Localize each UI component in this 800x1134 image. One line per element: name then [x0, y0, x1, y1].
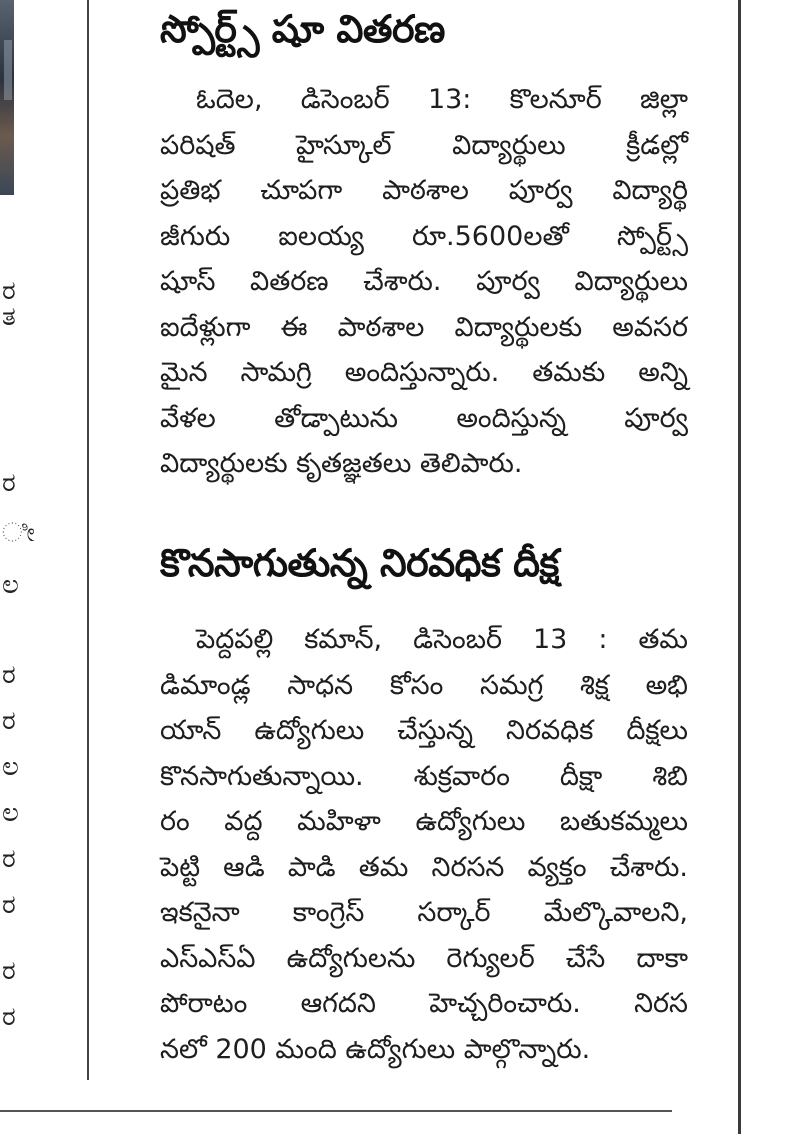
article-line: షూస్ వితరణ చేశారు. పూర్వ విద్యార్థులు: [160, 266, 688, 297]
adjacent-column-text: ಲ: [2, 752, 19, 782]
adjacent-column-text: ರ: [2, 276, 16, 306]
article-body: [160, 617, 688, 1072]
article-line: జీగురు ఐలయ్య రూ.5600లతో స్పోర్ట్స్: [160, 220, 688, 252]
bottom-divider: [0, 1110, 672, 1112]
article-line: రం వద్ద మహిళా ఉద్యోగులు బతుకమ్మలు: [160, 806, 688, 837]
article-line: నలో 200 మంది ఉద్యోగులు పాల్గొన్నారు.: [160, 1033, 591, 1065]
column-divider: [87, 0, 89, 1080]
adjacent-column-text: ಲ: [2, 570, 19, 600]
adjacent-column-text: ೀ: [2, 518, 35, 548]
article-line: యాన్ ఉద్యోగులు చేస్తున్న నిరవధిక దీక్షలు: [160, 715, 688, 746]
right-border-rule: [738, 0, 741, 1134]
article-line: కొనసాగుతున్నాయి. శుక్రవారం దీక్షా శిబి: [160, 760, 688, 792]
article-line: ప్రతిభ చూపగా పాఠశాల పూర్వ విద్యార్థి: [160, 175, 688, 206]
adjacent-column-text: ರ: [2, 468, 16, 498]
article-headline: కొనసాగుతున్న నిరవధిక దీక్ష: [160, 541, 559, 585]
adjacent-column-text: ರ: [2, 660, 16, 690]
article-line: పోరాటం ఆగదని హెచ్చరించారు. నిరస: [160, 988, 688, 1019]
adjacent-column-text: ಲ: [2, 798, 19, 828]
article-line: పెట్టి ఆడి పాడి తమ నిరసన వ్యక్తం చేశారు.: [160, 851, 688, 883]
adjacent-column-text: ರ: [2, 890, 16, 920]
adjacent-column-text: ರ: [2, 1002, 16, 1032]
article-line: ఇకనైనా కాంగ్రెస్ సర్కార్ మేల్కొవాలని,: [160, 897, 688, 928]
adjacent-column-text: ರ: [2, 956, 16, 986]
article-headline: స్పోర్ట్స్ షూ వితరణ: [160, 7, 445, 51]
article-line: ఎస్ఎస్ఏ ఉద్యోగులను రెగ్యులర్ చేసే దాకా: [160, 942, 688, 974]
adjacent-photo-fragment: [0, 0, 14, 195]
article-line: ఓదెల, డిసెంబర్ 13: కొలనూర్ జిల్లా: [196, 84, 688, 115]
article-sports-shoes: [160, 4, 688, 487]
adjacent-column-text: ರ: [2, 844, 16, 874]
article-line: పరిషత్ హైస్కూల్ విద్యార్థులు క్రీడల్లో: [160, 129, 688, 161]
article-line: ఐదేళ్లుగా ఈ పాఠశాల విద్యార్థులకు అవసర: [160, 311, 688, 343]
article-line: పెద్దపల్లి కమాన్, డిసెంబర్ 13 : తమ: [196, 624, 688, 655]
article-line: విద్యార్థులకు కృతజ్ఞతలు తెలిపారు.: [160, 448, 523, 479]
adjacent-column-text: ರ: [2, 706, 16, 736]
article-line: డిమాండ్ల సాధన కోసం సమగ్ర శిక్ష అభి: [160, 669, 688, 701]
article-line: వేళల తోడ్పాటును అందిస్తున్న పూర్వ: [160, 402, 688, 434]
article-line: మైన సామగ్రి అందిస్తున్నారు. తమకు అన్ని: [160, 357, 688, 388]
article-body: [160, 77, 688, 487]
adjacent-column-text: ತ: [2, 302, 16, 332]
article-indefinite-strike: [160, 538, 688, 1072]
